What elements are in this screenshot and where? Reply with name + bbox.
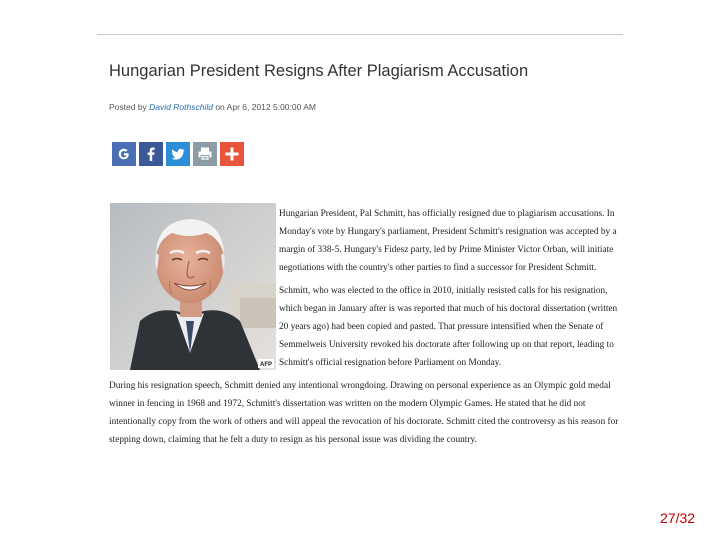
more-share-button[interactable] <box>220 142 244 166</box>
byline <box>109 102 316 112</box>
facebook-share-button[interactable] <box>139 142 163 166</box>
article-card <box>97 34 623 507</box>
paragraph-2: Schmitt, who was elected to the office in 2010, initially resisted calls for his resignation, which began in January after is was reported that much of his doctoral dissertation (written 20 years ago) had been copied and pasted. That pressure intensified when the Senate of Semmelweis University revoked his doctorate after following up on that report, leading to Schmitt's official resignation before Parliament on Monday. <box>279 286 618 368</box>
print-icon <box>193 142 217 166</box>
byline-prefix: Posted by <box>109 102 150 112</box>
plus-icon <box>220 142 244 166</box>
paragraph-3: During his resignation speech, Schmitt denied any intentional wrongdoing. Drawing on personal experience as an Olympic gold medal winner in fencing in 1968 and 1972, Schmitt's dissertation was written on the modern Olympic Games. He stated that he did not intentionally copy from the work of others and will appeal the revocation of his doctorate. Schmitt cited the controversy as his reason for stepping down, claiming that he felt a duty to resign as his personal issue was dividing the country. <box>109 381 619 445</box>
author-link[interactable]: David Rothschild <box>149 102 213 112</box>
print-share-button[interactable] <box>193 142 217 166</box>
article-body <box>109 205 623 454</box>
share-bar <box>112 142 244 166</box>
google-icon <box>112 142 136 166</box>
google-share-button[interactable] <box>112 142 136 166</box>
post-date: Apr 6, 2012 5:00:00 AM <box>226 102 316 112</box>
article-title: Hungarian President Resigns After Plagiarism Accusation <box>109 62 529 80</box>
facebook-icon <box>139 142 163 166</box>
photo-credit: AFP <box>260 362 272 368</box>
slide-page-number: 27/32 <box>660 510 696 526</box>
twitter-icon <box>166 142 190 166</box>
photo-spacer <box>109 205 279 377</box>
twitter-share-button[interactable] <box>166 142 190 166</box>
byline-middle: on <box>212 102 227 112</box>
paragraph-1: Hungarian President, Pal Schmitt, has officially resigned due to plagiarism accusations. In Monday's vote by Hungary's parliament, President Schmitt's resignation was accepted by a margin of 338-5. Hungary's Fidesz party, led by Prime Minister Victor Orban, will initiate negotiations with the country's other parties to find a successor for President Schmitt. <box>279 209 617 273</box>
